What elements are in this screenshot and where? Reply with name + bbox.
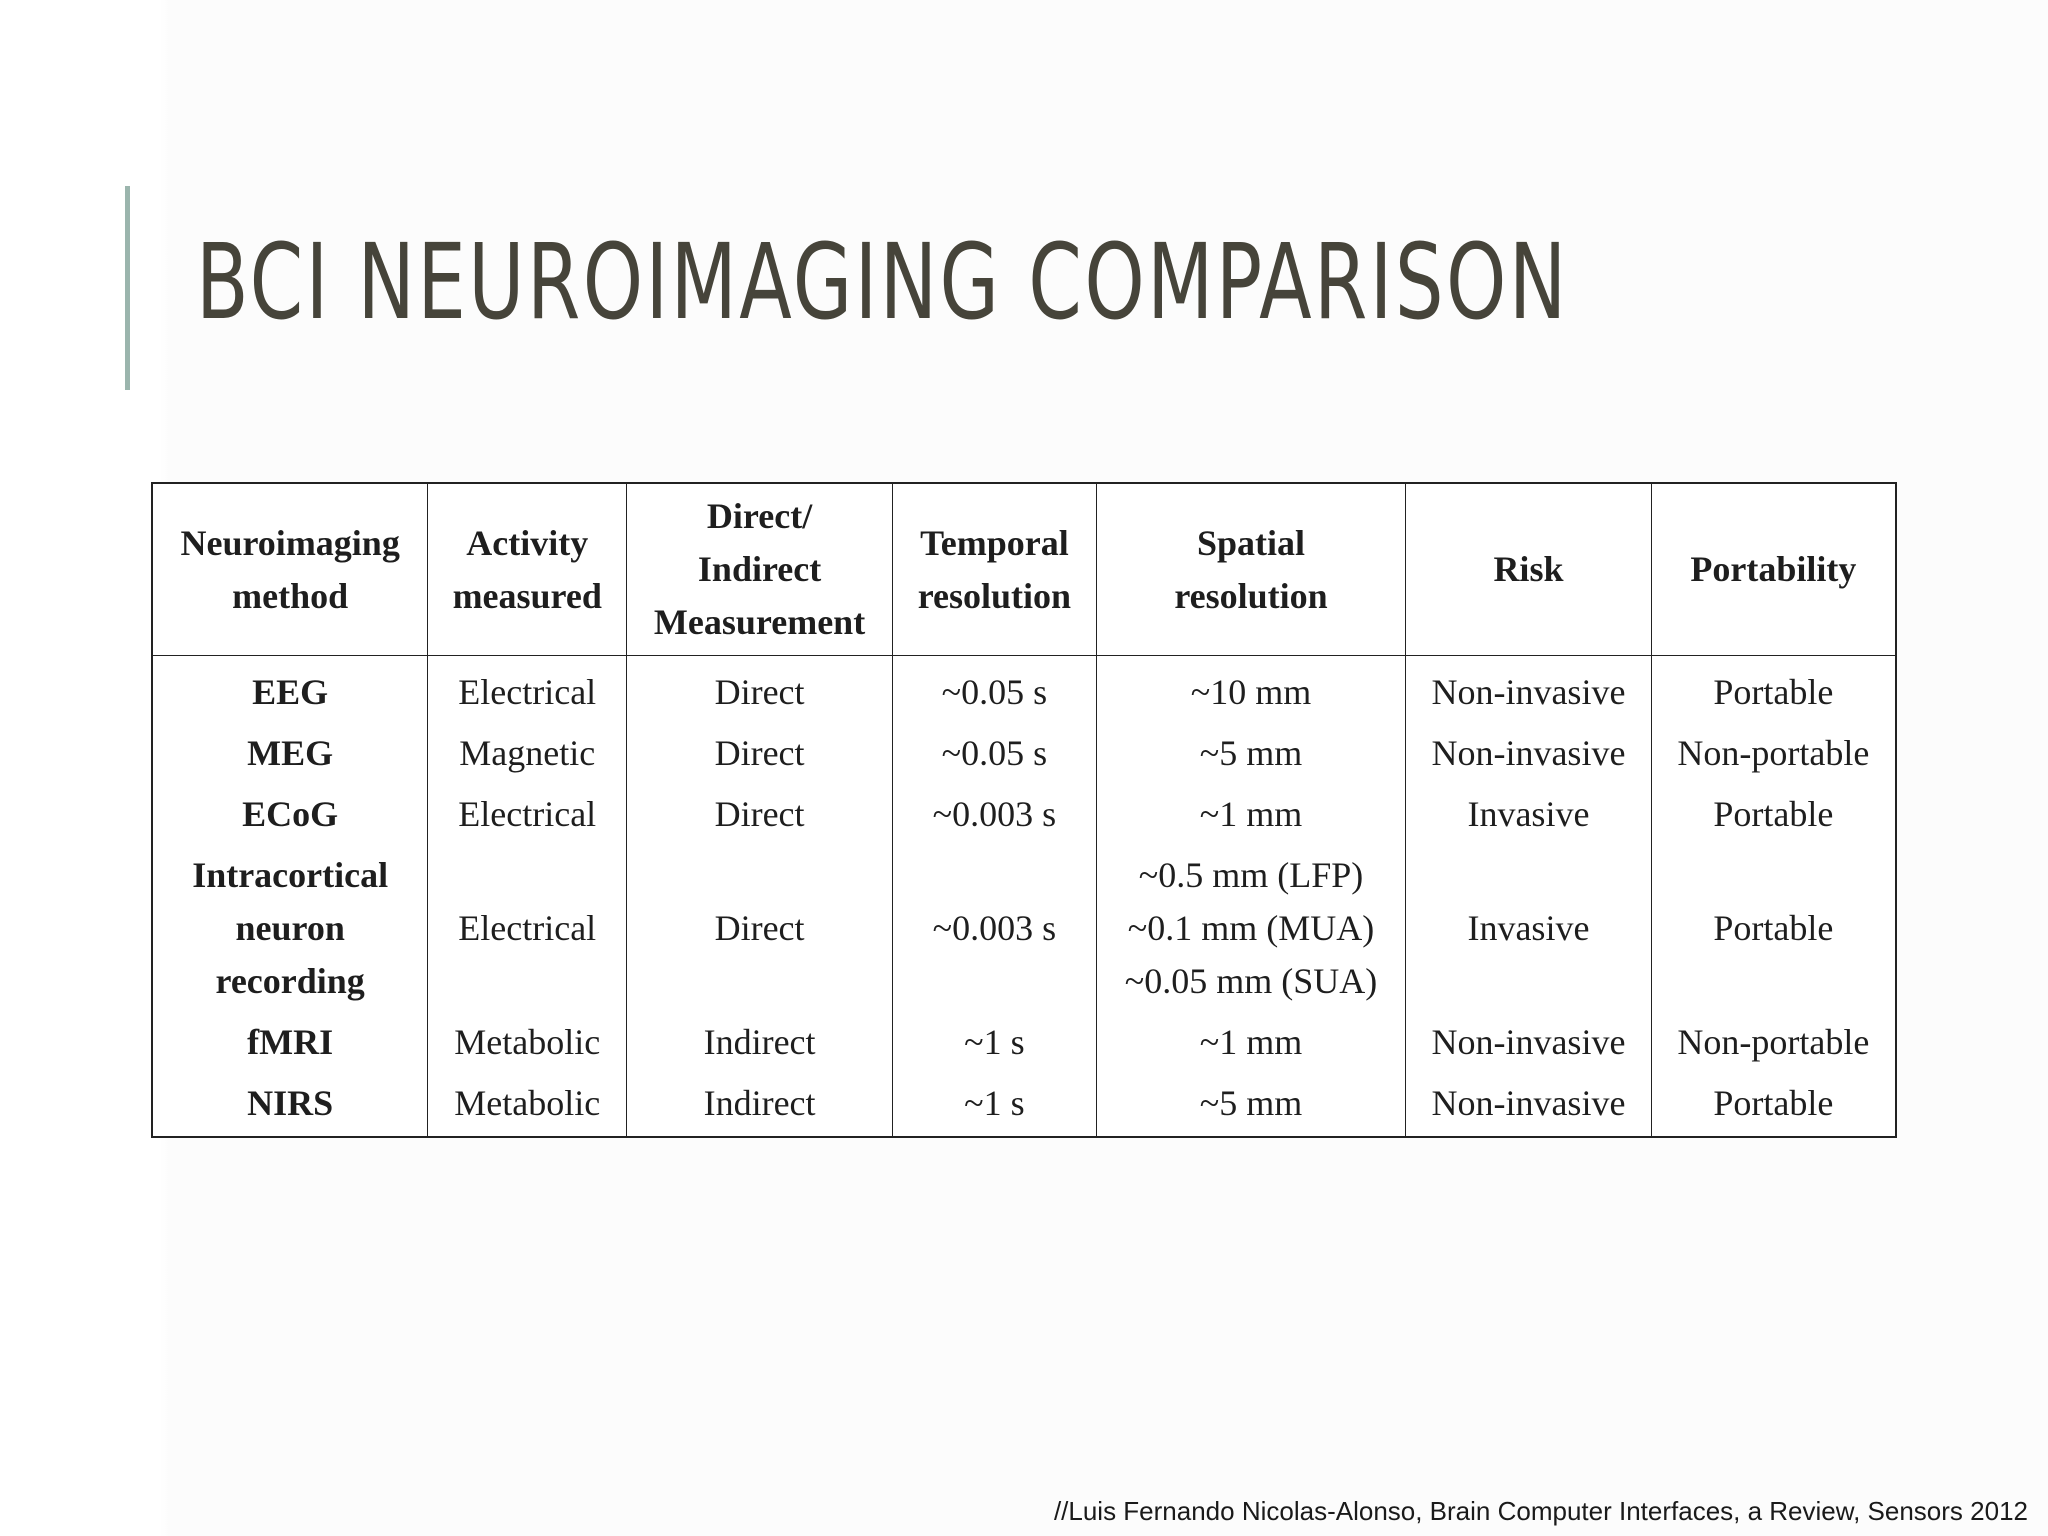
table-row <box>152 845 1896 1012</box>
table-header-row <box>152 483 1896 656</box>
header-line: Risk <box>1493 549 1564 589</box>
cell-line: ~0.1 mm (MUA) <box>1127 908 1375 948</box>
cell-risk: Non-invasive <box>1406 656 1652 724</box>
cell-line: ~5 mm <box>1199 1083 1303 1123</box>
header-line: Neuroimaging <box>180 522 400 563</box>
cell-portability: Portable <box>1651 656 1896 724</box>
cell-spatial <box>1096 723 1405 784</box>
cell-line: ~1 mm <box>1199 1022 1303 1062</box>
table-row <box>152 723 1896 784</box>
cell-temporal: ~1 s <box>892 1012 1096 1073</box>
cell-line: fMRI <box>247 1022 334 1062</box>
cell-risk: Non-invasive <box>1406 1012 1652 1073</box>
cell-line: ~0.05 mm (SUA) <box>1124 961 1378 1001</box>
cell-measurement: Direct <box>627 723 893 784</box>
cell-activity: Metabolic <box>428 1012 627 1073</box>
header-neuroimaging-method <box>152 483 428 656</box>
cell-measurement: Direct <box>627 845 893 1012</box>
cell-portability: Non-portable <box>1651 1012 1896 1073</box>
cell-line: EEG <box>252 672 329 712</box>
cell-method <box>152 845 428 1012</box>
header-line: Direct/ <box>706 496 813 536</box>
cell-activity: Electrical <box>428 784 627 845</box>
header-spatial-resolution <box>1096 483 1405 656</box>
cell-activity: Metabolic <box>428 1073 627 1137</box>
cell-risk: Invasive <box>1406 784 1652 845</box>
cell-risk: Non-invasive <box>1406 1073 1652 1137</box>
cell-risk: Invasive <box>1406 845 1652 1012</box>
table-row <box>152 1073 1896 1137</box>
cell-spatial <box>1096 656 1405 724</box>
header-line: Portability <box>1690 549 1857 589</box>
cell-temporal: ~0.003 s <box>892 784 1096 845</box>
cell-spatial <box>1096 1073 1405 1137</box>
cell-portability: Portable <box>1651 845 1896 1012</box>
cell-measurement: Indirect <box>627 1073 893 1137</box>
header-line: Temporal <box>920 522 1069 563</box>
cell-line: Intracortical <box>192 855 389 895</box>
header-line: resolution <box>1174 575 1328 616</box>
cell-line: ~5 mm <box>1199 733 1303 773</box>
neuroimaging-comparison-table <box>151 482 1897 1138</box>
cell-method <box>152 784 428 845</box>
cell-line: ECoG <box>242 794 339 834</box>
cell-method <box>152 656 428 724</box>
table-row <box>152 784 1896 845</box>
header-risk <box>1406 483 1652 656</box>
cell-activity: Magnetic <box>428 723 627 784</box>
slide-title: BCI NEUROIMAGING COMPARISON <box>196 221 1569 343</box>
cell-measurement: Indirect <box>627 1012 893 1073</box>
comparison-table-container <box>151 482 1897 1138</box>
header-line: Indirect <box>697 549 822 589</box>
cell-spatial <box>1096 1012 1405 1073</box>
cell-line: MEG <box>247 733 334 773</box>
cell-line: neuron <box>235 908 345 948</box>
cell-risk: Non-invasive <box>1406 723 1652 784</box>
cell-method <box>152 1012 428 1073</box>
header-line: Spatial <box>1196 522 1306 563</box>
cell-portability: Portable <box>1651 1073 1896 1137</box>
header-portability <box>1651 483 1896 656</box>
cell-temporal: ~0.05 s <box>892 656 1096 724</box>
cell-line: ~0.5 mm (LFP) <box>1138 855 1364 895</box>
cell-portability: Non-portable <box>1651 723 1896 784</box>
header-line: Activity <box>466 522 589 563</box>
cell-activity: Electrical <box>428 656 627 724</box>
header-line: Measurement <box>653 602 866 642</box>
cell-measurement: Direct <box>627 784 893 845</box>
cell-measurement: Direct <box>627 656 893 724</box>
cell-line: recording <box>215 961 365 1001</box>
table-row <box>152 656 1896 724</box>
cell-activity: Electrical <box>428 845 627 1012</box>
header-line: method <box>232 575 349 616</box>
cell-method <box>152 723 428 784</box>
table-row <box>152 1012 1896 1073</box>
cell-line: NIRS <box>247 1083 334 1123</box>
cell-spatial <box>1096 784 1405 845</box>
cell-line: ~1 mm <box>1199 794 1303 834</box>
header-temporal-resolution <box>892 483 1096 656</box>
cell-temporal: ~0.05 s <box>892 723 1096 784</box>
title-accent-bar <box>125 186 130 390</box>
cell-temporal: ~1 s <box>892 1073 1096 1137</box>
cell-spatial <box>1096 845 1405 1012</box>
cell-portability: Portable <box>1651 784 1896 845</box>
source-citation: //Luis Fernando Nicolas-Alonso, Brain Computer Interfaces, a Review, Sensors 2012 <box>1053 1496 2028 1526</box>
cell-line: ~10 mm <box>1190 672 1312 712</box>
header-line: measured <box>452 575 602 616</box>
cell-temporal: ~0.003 s <box>892 845 1096 1012</box>
header-activity-measured <box>428 483 627 656</box>
header-direct-indirect-measurement <box>627 483 893 656</box>
header-line: resolution <box>917 575 1072 616</box>
cell-method <box>152 1073 428 1137</box>
